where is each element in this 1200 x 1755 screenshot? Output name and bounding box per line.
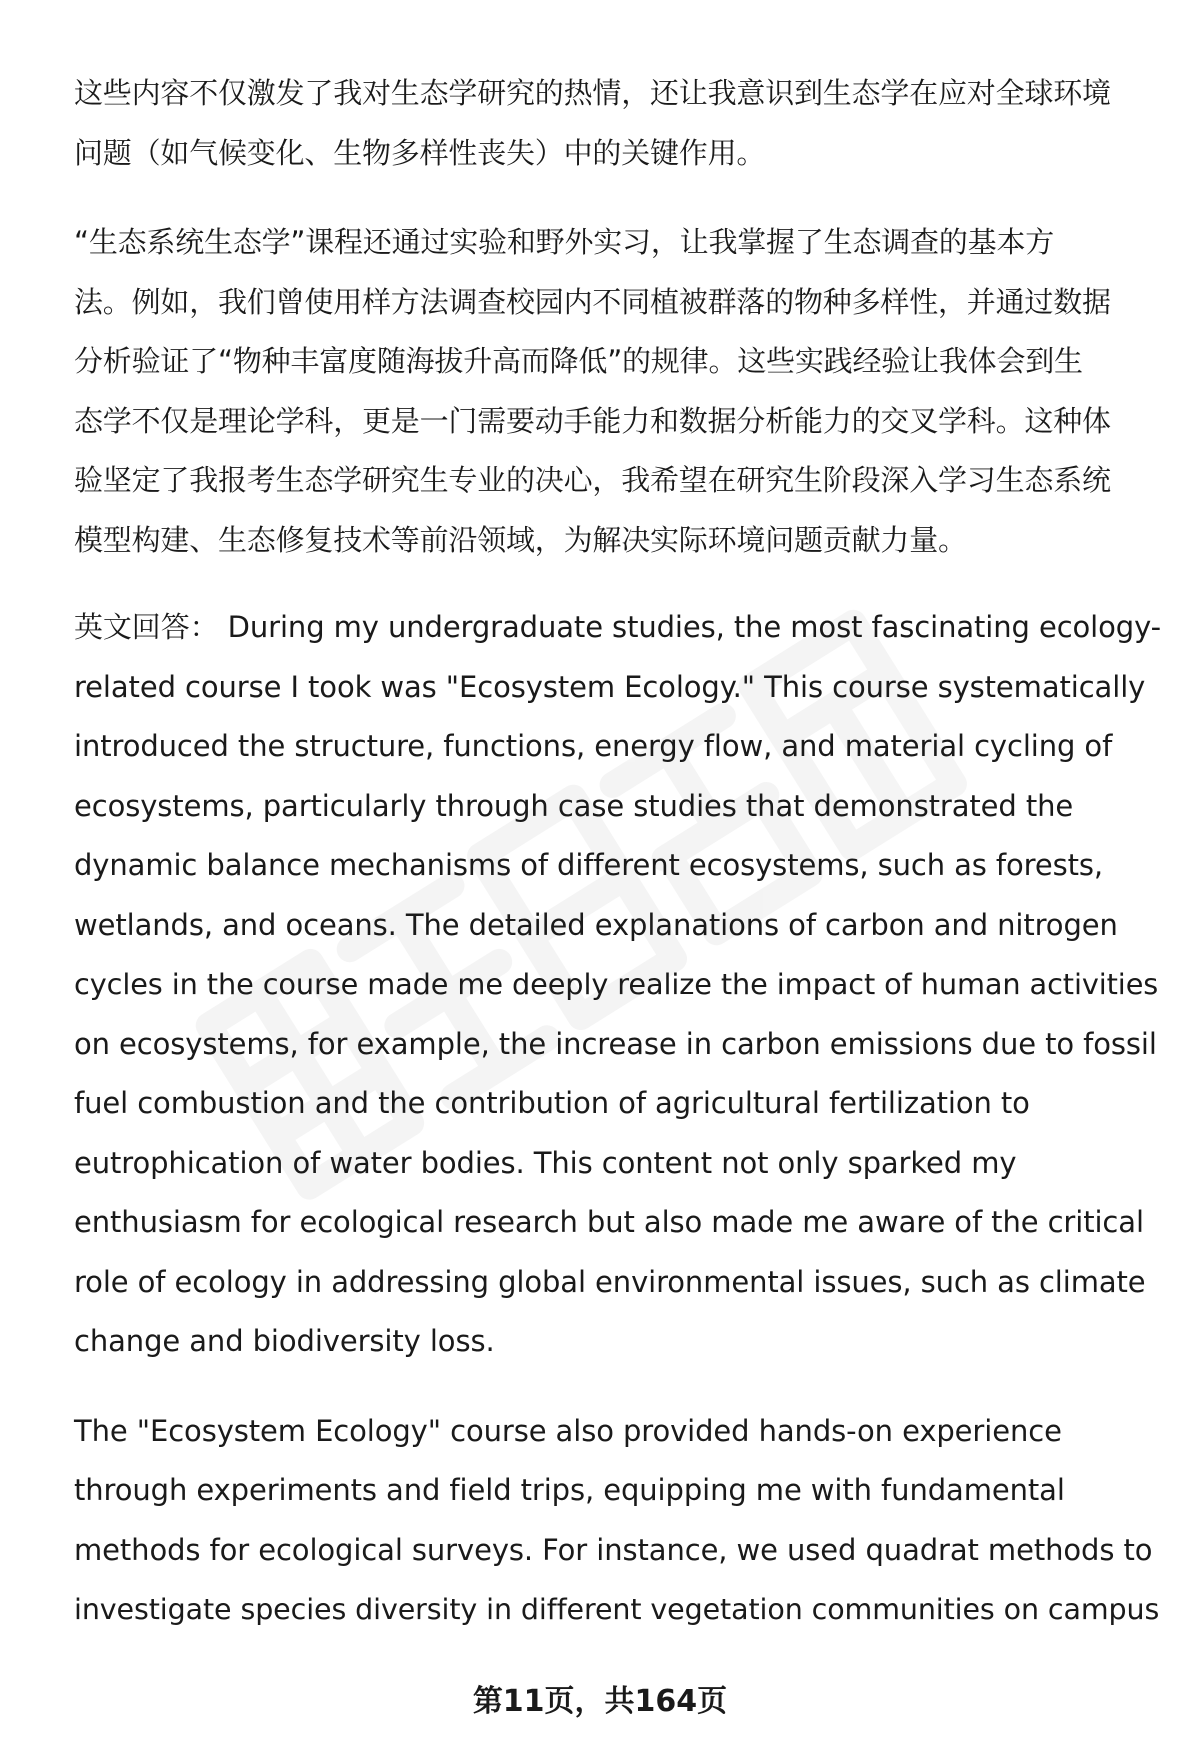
text-line: 问题（如气候变化、生物多样性丧失）中的关键作用。	[74, 135, 766, 170]
text-line: eutrophication of water bodies. This content not only sparked my	[74, 1145, 1017, 1180]
text-line: wetlands, and oceans. The detailed explanations of carbon and nitrogen	[74, 907, 1118, 942]
text-line: 英文回答： During my undergraduate studies, the most fascinating ecology-	[74, 610, 1162, 644]
text-line: change and biodiversity loss.	[74, 1324, 495, 1358]
text-line: investigate species diversity in different vegetation communities on campus	[74, 1593, 1160, 1626]
text-line: ecosystems, particularly through case studies that demonstrated the	[74, 788, 1074, 823]
page-number-footer: 第11页，共164页	[472, 1684, 728, 1719]
text-line: introduced the structure, functions, energy flow, and material cycling of	[74, 729, 1113, 763]
text-line: 态学不仅是理论学科，更是一门需要动手能力和数据分析能力的交叉学科。这种体	[74, 403, 1111, 438]
text-line: 验坚定了我报考生态学研究生专业的决心，我希望在研究生阶段深入学习生态系统	[74, 463, 1111, 497]
text-line: 法。例如，我们曾使用样方法调查校园内不同植被群落的物种多样性，并通过数据	[74, 284, 1111, 319]
paragraph-2	[74, 213, 1164, 570]
text-line: 分析验证了“物种丰富度随海拔升高而降低”的规律。这些实践经验让我体会到生	[74, 344, 1083, 378]
text-line: fuel combustion and the contribution of agricultural fertilization to	[74, 1086, 1030, 1120]
text-line: related course I took was "Ecosystem Ecology." This course systematically	[74, 669, 1146, 704]
text-line: dynamic balance mechanisms of different ecosystems, such as forests,	[74, 848, 1104, 882]
paragraph-4	[74, 1402, 1164, 1640]
text-line: 这些内容不仅激发了我对生态学研究的热情，还让我意识到生态学在应对全球环境	[74, 76, 1111, 110]
text-line: methods for ecological surveys. For instance, we used quadrat methods to	[74, 1532, 1153, 1567]
paragraph-3	[74, 598, 1164, 1372]
text-line: 模型构建、生态修复技术等前沿领域，为解决实际环境问题贡献力量。	[74, 522, 967, 557]
text-line: cycles in the course made me deeply realize the impact of human activities	[74, 967, 1159, 1001]
text-line: on ecosystems, for example, the increase in carbon emissions due to fossil	[74, 1026, 1157, 1061]
paragraph-1	[74, 64, 1164, 183]
text-line: The "Ecosystem Ecology" course also provided hands-on experience	[74, 1413, 1062, 1448]
document-body	[74, 64, 1164, 1640]
text-line: enthusiasm for ecological research but also made me aware of the critical	[74, 1205, 1144, 1239]
text-line: “生态系统生态学”课程还通过实验和野外实习，让我掌握了生态调查的基本方	[74, 225, 1055, 259]
text-line: role of ecology in addressing global environmental issues, such as climate	[74, 1264, 1146, 1299]
text-line: through experiments and field trips, equipping me with fundamental	[74, 1473, 1065, 1507]
